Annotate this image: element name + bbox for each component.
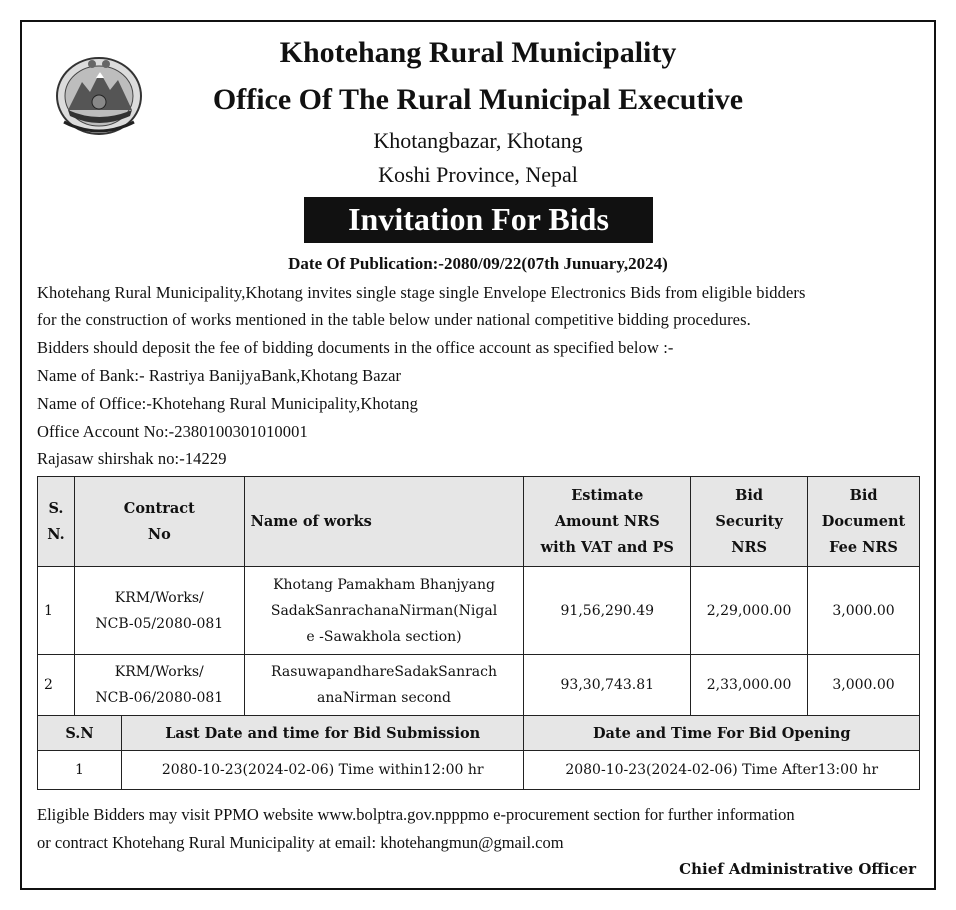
dates-row-opening: 2080-10-23(2024-02-06) Time After13:00 hr: [524, 751, 920, 790]
office-title: Office Of The Rural Municipal Executive: [212, 83, 744, 116]
footer-line-2: or contract Khotehang Rural Municipality at email: khotehangmun@gmail.com: [37, 833, 564, 852]
bid-dates-table: [37, 715, 920, 790]
dates-row-submission: 2080-10-23(2024-02-06) Time within12:00 hr: [121, 751, 524, 790]
row-sn: 2: [38, 655, 75, 716]
header-sn: S. N.: [38, 477, 75, 567]
intro-line-1: Khotehang Rural Municipality,Khotang invites single stage single Envelope Electronics Bids from eligible bidders: [37, 283, 806, 302]
table-row: [38, 567, 920, 655]
header-name-of-works: Name of works: [244, 477, 524, 567]
row-estimate: 91,56,290.49: [524, 567, 691, 655]
rajasaw-number: Rajasaw shirshak no:-14229: [37, 449, 227, 468]
header-estimate: Estimate Amount NRS with VAT and PS: [524, 477, 691, 567]
address-line-2: Koshi Province, Nepal: [378, 162, 578, 187]
works-table: [37, 476, 920, 716]
dates-row-sn: 1: [38, 751, 122, 790]
row-bid-fee: 3,000.00: [808, 655, 920, 716]
dates-header-submission: Last Date and time for Bid Submission: [121, 716, 524, 751]
row-name-of-works: Khotang Pamakham Bhanjyang SadakSanrachanaNirman(Nigal e -Sawakhola section): [244, 567, 524, 655]
intro-line-2: for the construction of works mentioned in the table below under national competitive bidding procedures.: [37, 310, 751, 329]
municipality-title: Khotehang Rural Municipality: [279, 36, 677, 69]
row-contract-no: KRM/Works/ NCB-06/2080-081: [74, 655, 244, 716]
bank-name: Name of Bank:- Rastriya BanijyaBank,Khotang Bazar: [37, 366, 402, 385]
works-table-header: [38, 477, 920, 567]
address-line-1: Khotangbazar, Khotang: [373, 128, 583, 153]
row-name-of-works: RasuwapandhareSadakSanrach anaNirman second: [244, 655, 524, 716]
footer-line-1: Eligible Bidders may visit PPMO website www.bolptra.gov.npppmo e-procurement section for further information: [37, 805, 795, 824]
table-row: [38, 751, 920, 790]
header-bid-document-fee: Bid Document Fee NRS: [808, 477, 920, 567]
invitation-banner: Invitation For Bids: [304, 197, 653, 243]
header-contract-no: Contract No: [74, 477, 244, 567]
publication-date: Date Of Publication:-2080/09/22(07th Junuary,2024): [288, 254, 668, 273]
row-bid-security: 2,33,000.00: [691, 655, 808, 716]
signoff: Chief Administrative Officer: [679, 860, 916, 878]
row-estimate: 93,30,743.81: [524, 655, 691, 716]
bid-dates-header: [38, 716, 920, 751]
row-bid-fee: 3,000.00: [808, 567, 920, 655]
intro-line-3: Bidders should deposit the fee of bidding documents in the office account as specified below :-: [37, 338, 674, 357]
header-bid-security: Bid Security NRS: [691, 477, 808, 567]
row-contract-no: KRM/Works/ NCB-05/2080-081: [74, 567, 244, 655]
row-sn: 1: [38, 567, 75, 655]
office-account: Office Account No:-2380100301010001: [37, 422, 308, 441]
row-bid-security: 2,29,000.00: [691, 567, 808, 655]
dates-header-sn: S.N: [38, 716, 122, 751]
dates-header-opening: Date and Time For Bid Opening: [524, 716, 920, 751]
office-name: Name of Office:-Khotehang Rural Municipality,Khotang: [37, 394, 418, 413]
table-row: [38, 655, 920, 716]
